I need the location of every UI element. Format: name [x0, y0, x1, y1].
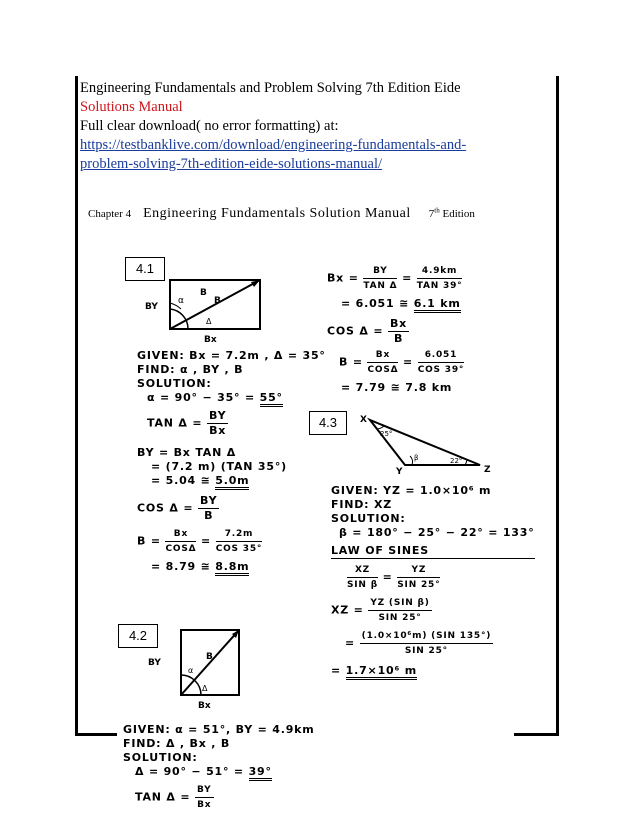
solution-label-4-2: SOLUTION: — [123, 751, 198, 764]
fig43-y: Y — [396, 467, 403, 477]
frame-bottom-left-line — [75, 733, 117, 736]
fig43-x: X — [360, 415, 367, 425]
edition-label: 7th Edition — [428, 206, 475, 220]
fig43-angle-22: 22° — [450, 457, 463, 465]
frame-left-line — [75, 76, 78, 736]
header-title: Engineering Fundamentals and Problem Solving 7th Edition Eide — [80, 80, 461, 96]
given-4-1: GIVEN: Bx = 7.2m , Δ = 35° — [137, 349, 326, 362]
solution-4-3: GIVEN: YZ = 1.0×10⁶ m FIND: XZ SOLUTION: β = 180° − 25° − 22° = 133° LAW OF SINES $\frac{XZ}{\text{SIN β}}$ = $\frac{YZ}{\text{SIN 25°}}$ XZ = $\frac{\text{YZ (SIN β)}}{\text{SIN 25°}}$ = $\frac{\text{(1.0×10⁶m) (SIN 135°)}}{\text{SIN 25°}}$ = 1.7×10⁶ m — [331, 484, 535, 678]
download-link-line2[interactable]: problem-solving-7th-edition-eide-solutions-manual/ — [80, 156, 383, 172]
header-subtitle: Solutions Manual — [80, 99, 183, 115]
fig41-bx: Bx — [204, 335, 217, 345]
given-4-2: GIVEN: α = 51°, BY = 4.9km — [123, 723, 315, 736]
solution-4-2-continued: Bx = $\frac{BY}{\text{TAN Δ}}$ = $\frac{4.9km}{\text{TAN 39°}}$ = 6.051 ≅ 6.1 km COS Δ = $\frac{Bx}{B}$ B = $\frac{Bx}{\text{COSΔ}}$ = $\frac{6.051}{\text{COS 39°}}$ = 7.79 ≅ 7.8 km — [327, 266, 465, 394]
fig42-by: BY — [148, 658, 161, 668]
solution-4-2: GIVEN: α = 51°, BY = 4.9km FIND: Δ , Bx , B SOLUTION: Δ = 90° − 51° = 39° TAN Δ = $\frac{BY}{Bx}$ — [123, 723, 315, 810]
problem-label-4-3: 4.3 — [309, 411, 347, 435]
header-download-text: Full clear download( no error formatting) at: — [80, 118, 339, 134]
solution-4-1: GIVEN: Bx = 7.2m , Δ = 35° FIND: α , BY , B SOLUTION: α = 90° − 35° = 55° TAN Δ = $\frac{BY}{Bx}$ BY = Bx TAN Δ = (7.2 m) (TAN 35°) = 5.04 ≅ 5.0m COS Δ = $\frac{BY}{B}$ B = $\frac{Bx}{\text{COSΔ}}$ = $\frac{7.2m}{\text{COS 35°}}$ = 8.79 ≅ 8.8m — [137, 349, 326, 574]
fig42-delta: Δ — [202, 684, 208, 693]
problem-label-4-2: 4.2 — [118, 624, 158, 648]
fig41-b: B — [214, 296, 221, 306]
diagram-4-1 — [140, 275, 275, 345]
diagram-4-3 — [350, 410, 500, 478]
fig42-alpha: α — [188, 666, 194, 675]
solution-label-4-1: SOLUTION: — [137, 377, 212, 390]
fig41-alpha: α — [178, 296, 184, 306]
chapter-label: Chapter 4 — [88, 208, 132, 220]
fig43-angle-25: 25° — [380, 430, 393, 438]
chapter-bar — [88, 204, 538, 222]
frame-right-line — [556, 76, 559, 736]
find-4-2: FIND: Δ , Bx , B — [123, 737, 231, 750]
fig42-bx: Bx — [198, 701, 211, 710]
fig41-delta: Δ — [206, 317, 212, 326]
find-4-3: FIND: XZ — [331, 498, 393, 511]
solution-label-4-3: SOLUTION: — [331, 512, 406, 525]
frame-bottom-right-line — [514, 733, 559, 736]
fig43-z: Z — [484, 465, 491, 475]
find-4-1: FIND: α , BY , B — [137, 363, 244, 376]
fig41-b-upper: B — [200, 288, 207, 298]
problem-label-4-1: 4.1 — [125, 257, 165, 281]
fig42-b: B — [206, 652, 213, 662]
header-block — [80, 79, 466, 174]
fig41-by: BY — [145, 302, 158, 312]
diagram-4-2 — [148, 625, 243, 710]
fig43-beta: β — [414, 454, 419, 462]
download-link-line1[interactable]: https://testbanklive.com/download/engineering-fundamentals-and- — [80, 137, 467, 153]
chapter-title: Engineering Fundamentals Solution Manual — [143, 206, 411, 221]
given-4-3: GIVEN: YZ = 1.0×10⁶ m — [331, 484, 492, 497]
